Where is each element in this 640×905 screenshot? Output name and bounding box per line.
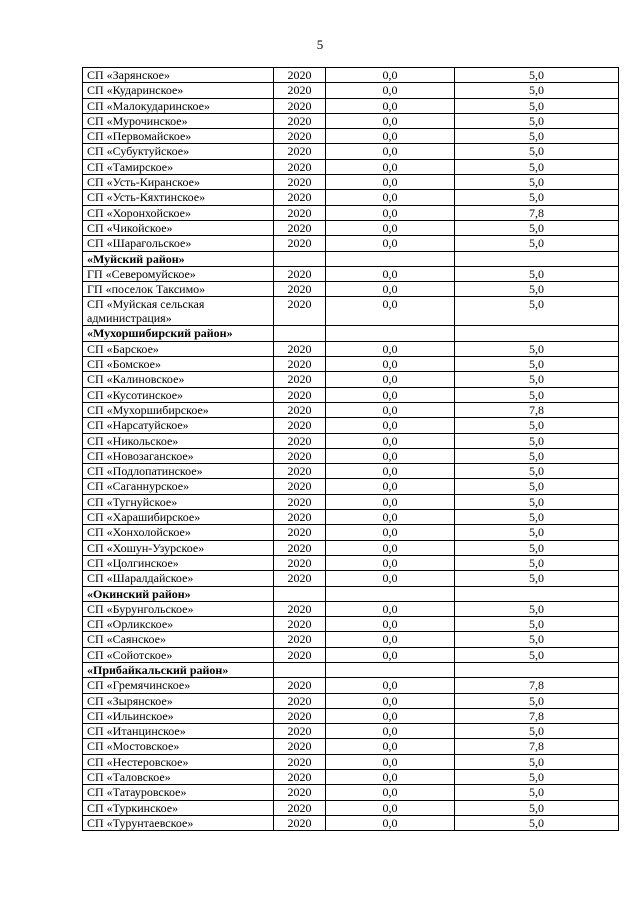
value-cell: 5,0: [455, 632, 619, 647]
value-cell: 0,0: [326, 175, 455, 190]
table-row: [83, 387, 619, 402]
value-cell: 5,0: [455, 220, 619, 235]
value-cell: 7,8: [455, 402, 619, 417]
settlement-name: СП «Калиновское»: [83, 372, 274, 387]
settlement-name: СП «Малокударинское»: [83, 98, 274, 113]
value-cell: 0,0: [326, 555, 455, 570]
value-cell: 0,0: [326, 632, 455, 647]
value-cell: 5,0: [455, 236, 619, 251]
settlement-name: ГП «поселок Таксимо»: [83, 282, 274, 297]
year-cell: 2020: [274, 494, 326, 509]
value-cell: 0,0: [326, 770, 455, 785]
value-cell: 0,0: [326, 236, 455, 251]
year-cell: 2020: [274, 815, 326, 830]
value-cell: 5,0: [455, 297, 619, 326]
table-row: [83, 525, 619, 540]
settlement-name: СП «Хошун-Узурское»: [83, 540, 274, 555]
value-cell: 0,0: [326, 433, 455, 448]
table-row: [83, 83, 619, 98]
year-cell: 2020: [274, 418, 326, 433]
value-cell: 0,0: [326, 129, 455, 144]
value-cell: 5,0: [455, 387, 619, 402]
section-header-row: [83, 662, 619, 677]
value-cell: 7,8: [455, 205, 619, 220]
year-cell: 2020: [274, 433, 326, 448]
settlement-name: СП «Таловское»: [83, 770, 274, 785]
settlement-name: СП «Нестеровское»: [83, 754, 274, 769]
value-cell: 5,0: [455, 601, 619, 616]
value-cell: 0,0: [326, 540, 455, 555]
empty-cell: [274, 251, 326, 266]
year-cell: 2020: [274, 617, 326, 632]
table-row: [83, 402, 619, 417]
empty-cell: [326, 251, 455, 266]
settlement-name: СП «Ильинское»: [83, 708, 274, 723]
table-row: [83, 739, 619, 754]
value-cell: 0,0: [326, 372, 455, 387]
table-row: [83, 571, 619, 586]
year-cell: 2020: [274, 525, 326, 540]
value-cell: 5,0: [455, 372, 619, 387]
value-cell: 5,0: [455, 724, 619, 739]
value-cell: 5,0: [455, 68, 619, 83]
value-cell: 0,0: [326, 601, 455, 616]
value-cell: 5,0: [455, 510, 619, 525]
value-cell: 5,0: [455, 266, 619, 281]
value-cell: 0,0: [326, 98, 455, 113]
value-cell: 0,0: [326, 159, 455, 174]
value-cell: 0,0: [326, 464, 455, 479]
value-cell: 0,0: [326, 83, 455, 98]
value-cell: 5,0: [455, 83, 619, 98]
table-row: [83, 678, 619, 693]
table-row: [83, 357, 619, 372]
settlement-name: СП «Бурунгольское»: [83, 601, 274, 616]
settlement-name: СП «Татауровское»: [83, 785, 274, 800]
value-cell: 5,0: [455, 98, 619, 113]
table-row: [83, 510, 619, 525]
settlement-name: СП «Турунтаевское»: [83, 815, 274, 830]
year-cell: 2020: [274, 510, 326, 525]
year-cell: 2020: [274, 739, 326, 754]
section-header-row: [83, 586, 619, 601]
year-cell: 2020: [274, 800, 326, 815]
value-cell: 0,0: [326, 448, 455, 463]
value-cell: 0,0: [326, 113, 455, 128]
value-cell: 0,0: [326, 282, 455, 297]
value-cell: 5,0: [455, 159, 619, 174]
settlement-name: СП «Гремячинское»: [83, 678, 274, 693]
table-row: [83, 632, 619, 647]
table-row: [83, 448, 619, 463]
year-cell: 2020: [274, 540, 326, 555]
value-cell: 0,0: [326, 693, 455, 708]
table-row: [83, 266, 619, 281]
settlement-name: СП «Новозаганское»: [83, 448, 274, 463]
settlement-name: СП «Субуктуйское»: [83, 144, 274, 159]
settlement-name: СП «Мухоршибирское»: [83, 402, 274, 417]
value-cell: 0,0: [326, 525, 455, 540]
table-row: [83, 98, 619, 113]
year-cell: 2020: [274, 144, 326, 159]
value-cell: 5,0: [455, 282, 619, 297]
settlement-name: СП «Тугнуйское»: [83, 494, 274, 509]
table-row: [83, 785, 619, 800]
table-row: [83, 175, 619, 190]
value-cell: 5,0: [455, 464, 619, 479]
settlement-name: СП «Мостовское»: [83, 739, 274, 754]
empty-cell: [274, 326, 326, 341]
table-row: [83, 297, 619, 326]
settlement-name: СП «Бомское»: [83, 357, 274, 372]
value-cell: 5,0: [455, 190, 619, 205]
settlement-name: СП «Цолгинское»: [83, 555, 274, 570]
value-cell: 5,0: [455, 647, 619, 662]
empty-cell: [455, 251, 619, 266]
settlement-name: СП «Зарянское»: [83, 68, 274, 83]
settlement-name: ГП «Северомуйское»: [83, 266, 274, 281]
table-row: [83, 236, 619, 251]
table-row: [83, 372, 619, 387]
empty-cell: [274, 662, 326, 677]
year-cell: 2020: [274, 647, 326, 662]
table-row: [83, 113, 619, 128]
value-cell: 0,0: [326, 724, 455, 739]
value-cell: 0,0: [326, 297, 455, 326]
section-title: «Мухоршибирский район»: [83, 326, 274, 341]
year-cell: 2020: [274, 632, 326, 647]
value-cell: 0,0: [326, 418, 455, 433]
value-cell: 5,0: [455, 617, 619, 632]
table-row: [83, 479, 619, 494]
empty-cell: [326, 662, 455, 677]
table-row: [83, 205, 619, 220]
settlement-name: СП «Шарагольское»: [83, 236, 274, 251]
section-header-row: [83, 251, 619, 266]
table-row: [83, 129, 619, 144]
table-row: [83, 708, 619, 723]
value-cell: 5,0: [455, 479, 619, 494]
year-cell: 2020: [274, 220, 326, 235]
year-cell: 2020: [274, 98, 326, 113]
value-cell: 5,0: [455, 571, 619, 586]
year-cell: 2020: [274, 341, 326, 356]
year-cell: 2020: [274, 83, 326, 98]
table-row: [83, 68, 619, 83]
year-cell: 2020: [274, 402, 326, 417]
value-cell: 7,8: [455, 708, 619, 723]
value-cell: 5,0: [455, 525, 619, 540]
table-row: [83, 617, 619, 632]
settlement-name: СП «Шаралдайское»: [83, 571, 274, 586]
empty-cell: [455, 586, 619, 601]
section-header-row: [83, 326, 619, 341]
table-row: [83, 754, 619, 769]
settlement-name: СП «Тамирское»: [83, 159, 274, 174]
year-cell: 2020: [274, 693, 326, 708]
table-row: [83, 693, 619, 708]
year-cell: 2020: [274, 479, 326, 494]
section-title: «Прибайкальский район»: [83, 662, 274, 677]
table-row: [83, 555, 619, 570]
year-cell: 2020: [274, 448, 326, 463]
value-cell: 0,0: [326, 800, 455, 815]
year-cell: 2020: [274, 387, 326, 402]
settlement-name: СП «Усть-Кяхтинское»: [83, 190, 274, 205]
settlement-name: СП «Никольское»: [83, 433, 274, 448]
value-cell: 5,0: [455, 815, 619, 830]
settlement-name: СП «Барское»: [83, 341, 274, 356]
settlement-name: СП «Подлопатинское»: [83, 464, 274, 479]
settlement-name: СП «Нарсатуйское»: [83, 418, 274, 433]
value-cell: 0,0: [326, 479, 455, 494]
table-row: [83, 601, 619, 616]
value-cell: 5,0: [455, 357, 619, 372]
year-cell: 2020: [274, 708, 326, 723]
year-cell: 2020: [274, 464, 326, 479]
table-body: [83, 68, 619, 831]
value-cell: 0,0: [326, 190, 455, 205]
value-cell: 0,0: [326, 739, 455, 754]
table-row: [83, 220, 619, 235]
value-cell: 5,0: [455, 770, 619, 785]
value-cell: 5,0: [455, 175, 619, 190]
table-row: [83, 815, 619, 830]
value-cell: 0,0: [326, 266, 455, 281]
value-cell: 0,0: [326, 510, 455, 525]
settlement-name: СП «Первомайское»: [83, 129, 274, 144]
year-cell: 2020: [274, 601, 326, 616]
year-cell: 2020: [274, 770, 326, 785]
value-cell: 5,0: [455, 113, 619, 128]
value-cell: 0,0: [326, 387, 455, 402]
value-cell: 0,0: [326, 494, 455, 509]
year-cell: 2020: [274, 190, 326, 205]
data-table: [82, 67, 619, 831]
table-row: [83, 433, 619, 448]
table-row: [83, 647, 619, 662]
table-row: [83, 724, 619, 739]
year-cell: 2020: [274, 785, 326, 800]
year-cell: 2020: [274, 357, 326, 372]
empty-cell: [326, 586, 455, 601]
table-row: [83, 464, 619, 479]
year-cell: 2020: [274, 678, 326, 693]
value-cell: 5,0: [455, 800, 619, 815]
year-cell: 2020: [274, 571, 326, 586]
table-row: [83, 159, 619, 174]
value-cell: 5,0: [455, 754, 619, 769]
value-cell: 0,0: [326, 754, 455, 769]
settlement-name: СП «Кусотинское»: [83, 387, 274, 402]
value-cell: 5,0: [455, 129, 619, 144]
year-cell: 2020: [274, 754, 326, 769]
table-row: [83, 190, 619, 205]
year-cell: 2020: [274, 372, 326, 387]
value-cell: 0,0: [326, 220, 455, 235]
table-row: [83, 494, 619, 509]
page-number: 5: [316, 37, 324, 52]
value-cell: 5,0: [455, 144, 619, 159]
value-cell: 5,0: [455, 555, 619, 570]
value-cell: 0,0: [326, 402, 455, 417]
value-cell: 0,0: [326, 617, 455, 632]
value-cell: 0,0: [326, 341, 455, 356]
empty-cell: [455, 326, 619, 341]
settlement-name: СП «Саганнурское»: [83, 479, 274, 494]
year-cell: 2020: [274, 297, 326, 326]
value-cell: 7,8: [455, 739, 619, 754]
value-cell: 0,0: [326, 815, 455, 830]
settlement-name: СП «Кударинское»: [83, 83, 274, 98]
settlement-name: СП «Хоронхойское»: [83, 205, 274, 220]
value-cell: 5,0: [455, 785, 619, 800]
section-title: «Окинский район»: [83, 586, 274, 601]
settlement-name: СП «Чикойское»: [83, 220, 274, 235]
year-cell: 2020: [274, 68, 326, 83]
settlement-name: СП «Орликское»: [83, 617, 274, 632]
empty-cell: [455, 662, 619, 677]
year-cell: 2020: [274, 159, 326, 174]
settlement-name: СП «Усть-Киранское»: [83, 175, 274, 190]
value-cell: 0,0: [326, 68, 455, 83]
year-cell: 2020: [274, 724, 326, 739]
table-row: [83, 282, 619, 297]
settlement-name: СП «Хонхолойское»: [83, 525, 274, 540]
settlement-name: СП «Сойотское»: [83, 647, 274, 662]
year-cell: 2020: [274, 236, 326, 251]
value-cell: 0,0: [326, 205, 455, 220]
value-cell: 5,0: [455, 494, 619, 509]
value-cell: 5,0: [455, 693, 619, 708]
value-cell: 0,0: [326, 144, 455, 159]
value-cell: 5,0: [455, 448, 619, 463]
table-row: [83, 341, 619, 356]
value-cell: 5,0: [455, 540, 619, 555]
settlement-name: СП «Итанцинское»: [83, 724, 274, 739]
settlement-name: СП «Харашибирское»: [83, 510, 274, 525]
table-row: [83, 770, 619, 785]
empty-cell: [326, 326, 455, 341]
year-cell: 2020: [274, 282, 326, 297]
empty-cell: [274, 586, 326, 601]
settlement-name: СП «Муйская сельская администрация»: [83, 297, 274, 326]
year-cell: 2020: [274, 129, 326, 144]
settlement-name: СП «Туркинское»: [83, 800, 274, 815]
value-cell: 0,0: [326, 785, 455, 800]
settlement-name: СП «Саянское»: [83, 632, 274, 647]
table-row: [83, 540, 619, 555]
year-cell: 2020: [274, 175, 326, 190]
table-row: [83, 418, 619, 433]
year-cell: 2020: [274, 205, 326, 220]
settlement-name: СП «Зырянское»: [83, 693, 274, 708]
section-title: «Муйский район»: [83, 251, 274, 266]
value-cell: 5,0: [455, 418, 619, 433]
table-row: [83, 144, 619, 159]
year-cell: 2020: [274, 555, 326, 570]
year-cell: 2020: [274, 113, 326, 128]
value-cell: 0,0: [326, 678, 455, 693]
table-row: [83, 800, 619, 815]
year-cell: 2020: [274, 266, 326, 281]
value-cell: 0,0: [326, 708, 455, 723]
value-cell: 5,0: [455, 341, 619, 356]
value-cell: 0,0: [326, 571, 455, 586]
value-cell: 0,0: [326, 357, 455, 372]
value-cell: 0,0: [326, 647, 455, 662]
value-cell: 7,8: [455, 678, 619, 693]
settlement-name: СП «Мурочинское»: [83, 113, 274, 128]
value-cell: 5,0: [455, 433, 619, 448]
